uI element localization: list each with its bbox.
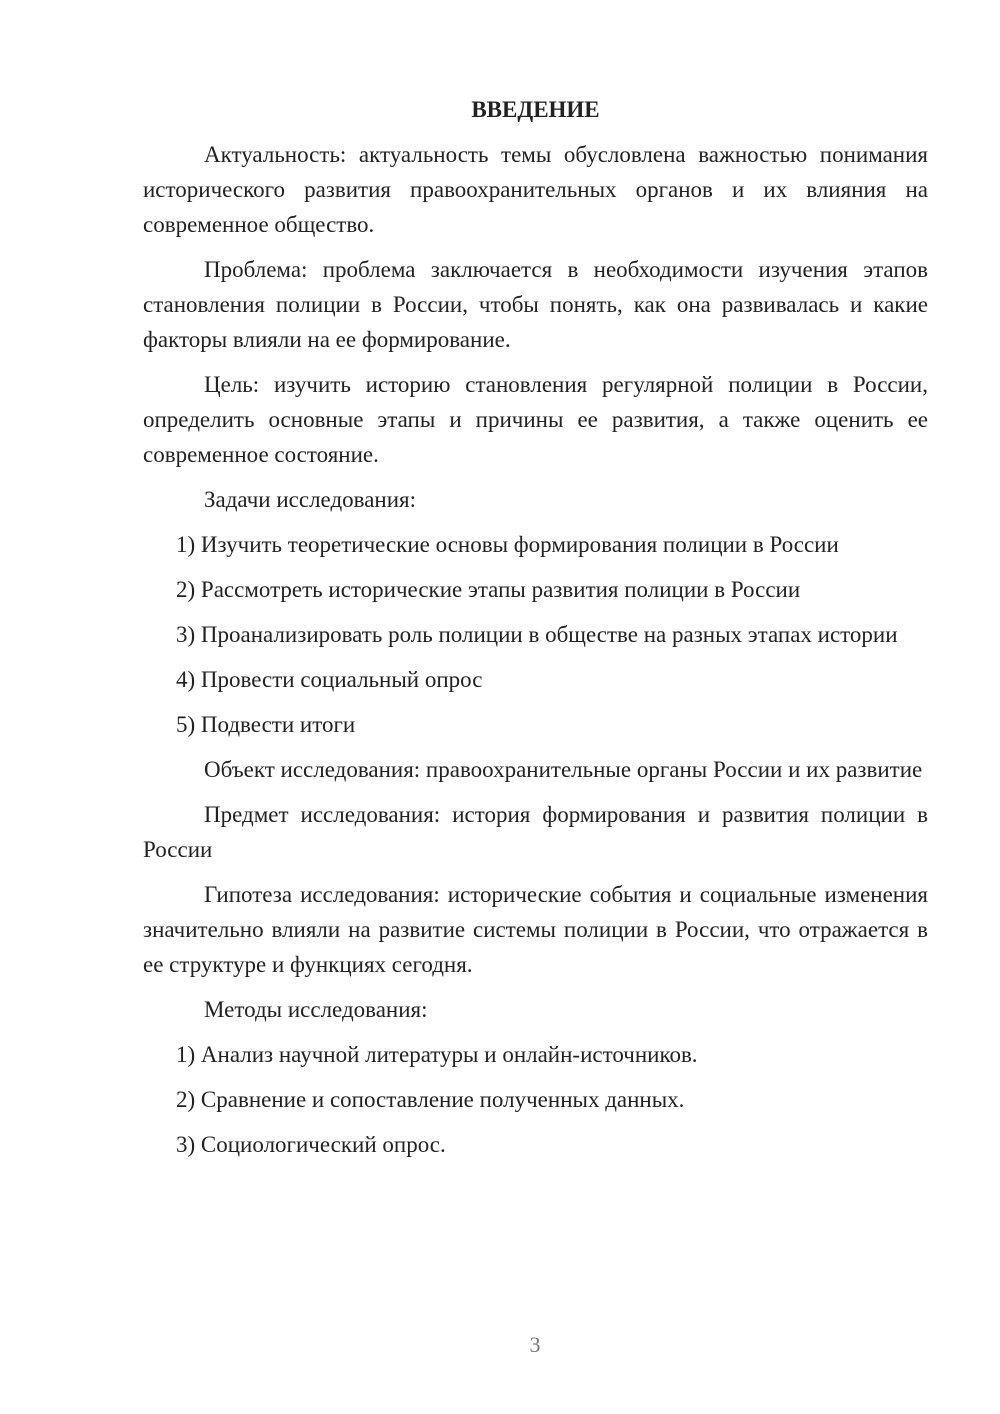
task-item: 2) Рассмотреть исторические этапы развития полиции в России bbox=[176, 577, 801, 602]
tasks-heading: Задачи исследования: bbox=[204, 487, 417, 512]
task-item: 1) Изучить теоретические основы формирования полиции в России bbox=[176, 532, 839, 557]
method-item: 3) Социологический опрос. bbox=[176, 1132, 446, 1157]
problem-paragraph: Проблема: проблема заключается в необходимости изучения этапов становления полиции в России, чтобы понять, как она развивалась и какие факторы влияли на ее формирование. bbox=[143, 257, 928, 352]
task-item: 4) Провести социальный опрос bbox=[176, 667, 483, 692]
document-body bbox=[143, 92, 928, 1172]
task-item: 3) Проанализировать роль полиции в обществе на разных этапах истории bbox=[176, 622, 898, 647]
methods-heading: Методы исследования: bbox=[204, 997, 428, 1022]
method-item: 1) Анализ научной литературы и онлайн-источников. bbox=[176, 1042, 698, 1067]
page-number: 3 bbox=[529, 1332, 541, 1357]
subject-paragraph: Предмет исследования: история формирования и развития полиции в России bbox=[143, 802, 928, 862]
method-item: 2) Сравнение и сопоставление полученных данных. bbox=[176, 1087, 685, 1112]
relevance-paragraph: Актуальность: актуальность темы обусловлена важностью понимания исторического развития правоохранительных органов и их влияния на современное общество. bbox=[143, 142, 928, 237]
task-item: 5) Подвести итоги bbox=[176, 712, 356, 737]
object-paragraph: Объект исследования: правоохранительные органы России и их развитие bbox=[204, 757, 923, 782]
hypothesis-paragraph: Гипотеза исследования: исторические события и социальные изменения значительно влияли на развитие системы полиции в России, что отражается в ее структуре и функциях сегодня. bbox=[143, 882, 928, 977]
section-title: ВВЕДЕНИЕ bbox=[471, 97, 600, 122]
goal-paragraph: Цель: изучить историю становления регулярной полиции в России, определить основные этапы и причины ее развития, а также оценить ее современное состояние. bbox=[143, 372, 928, 467]
